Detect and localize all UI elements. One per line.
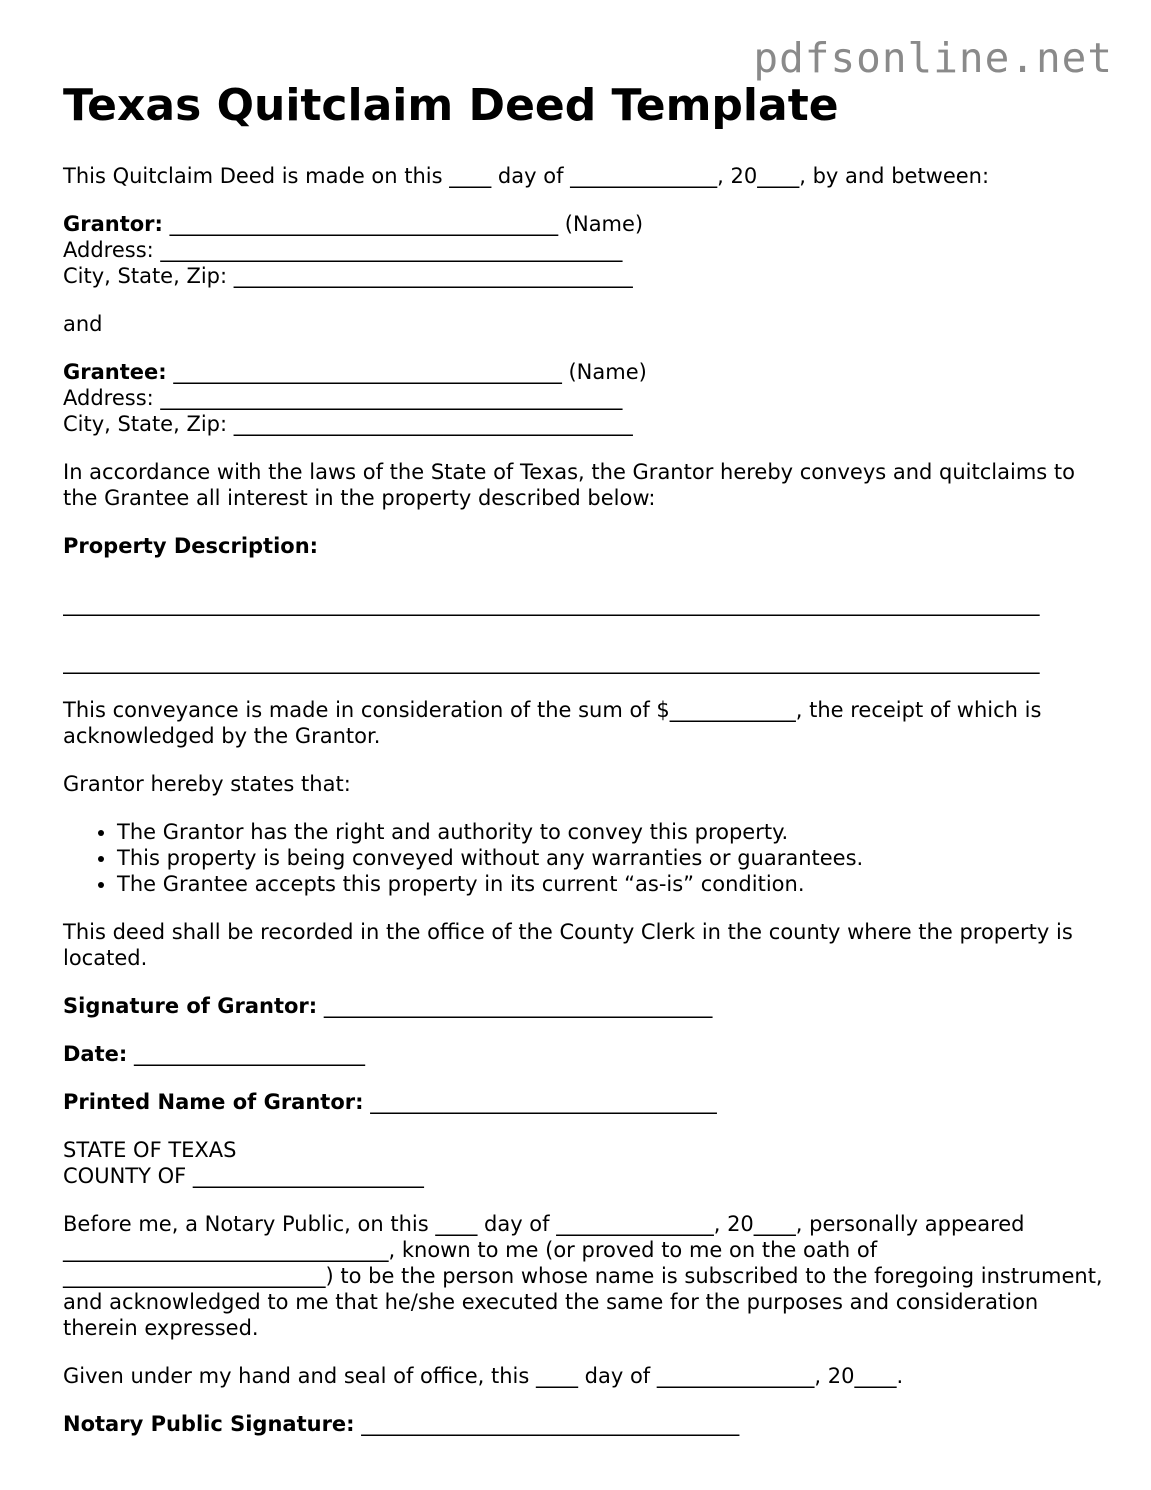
intro-paragraph: This Quitclaim Deed is made on this ____ day of ______________, 20____, by and between:: [63, 164, 990, 188]
signature-grantor-line: [63, 993, 1103, 1019]
property-line-1: _____________________________________________________________________________________________: [63, 592, 1040, 616]
date-label: Date:: [63, 1042, 128, 1066]
signature-grantor-field: _____________________________________: [317, 994, 713, 1018]
property-line-2: _____________________________________________________________________________________________: [63, 650, 1040, 674]
date-field: ______________________: [127, 1042, 365, 1066]
printed-name-label: Printed Name of Grantor:: [63, 1090, 364, 1114]
conveys-paragraph: In accordance with the laws of the State of Texas, the Grantor hereby conveys and quitclaims to the Grantee all interest in the property described below:: [63, 460, 1075, 510]
given-paragraph: Given under my hand and seal of office, this ____ day of _______________, 20____.: [63, 1364, 904, 1388]
property-description-label: [63, 533, 1103, 559]
recorded-paragraph: This deed shall be recorded in the office of the County Clerk in the county where the property is located.: [63, 920, 1073, 970]
states-intro: Grantor hereby states that:: [63, 772, 351, 796]
county-text: COUNTY OF ______________________: [63, 1164, 424, 1188]
statement-item: • The Grantee accepts this property in its current “as-is” condition.: [117, 871, 1103, 897]
grantee-section: [63, 359, 1103, 437]
grantee-address: Address: ____________________________________________: [63, 386, 623, 410]
grantor-section: [63, 211, 1103, 289]
statement-item: • This property is being conveyed without any warranties or guarantees.: [117, 845, 1103, 871]
grantor-name-field: _____________________________________ (Name): [162, 212, 644, 236]
date-line: [63, 1041, 1103, 1067]
and-text: and: [63, 312, 103, 336]
notary-signature-label: Notary Public Signature:: [63, 1412, 355, 1436]
grantee-name-line: [63, 359, 1103, 385]
grantor-city: City, State, Zip: ______________________________________: [63, 264, 633, 288]
consideration-paragraph: This conveyance is made in consideration of the sum of $____________, the receipt of which is acknowledged by the Grantor.: [63, 698, 1042, 748]
grantor-address: Address: ____________________________________________: [63, 238, 623, 262]
statement-item: • The Grantor has the right and authority to convey this property.: [117, 819, 1103, 845]
notary-signature-field: ____________________________________: [354, 1412, 740, 1436]
property-description-heading: Property Description:: [63, 534, 319, 558]
notary-paragraph: Before me, a Notary Public, on this ____ day of _______________, 20____, personally appeared _______________________________, known to me (or proved to me on the oath of _________________________) to be the person whose name is subscribed to the foregoing instrument, and acknowledged to me that he/she executed the same for the purposes and consideration therein expressed.: [63, 1212, 1103, 1340]
grantee-name-field: _____________________________________ (Name): [166, 360, 647, 384]
signature-grantor-label: Signature of Grantor:: [63, 994, 318, 1018]
watermark: pdfsonline.net: [753, 34, 1113, 82]
printed-name-line: [63, 1089, 1103, 1115]
statements-list: [63, 819, 1103, 897]
document-page: [63, 78, 1103, 1437]
notary-signature-line: [63, 1411, 1103, 1437]
printed-name-field: _________________________________: [363, 1090, 717, 1114]
document-title: Texas Quitclaim Deed Template: [63, 80, 839, 131]
state-text: STATE OF TEXAS: [63, 1138, 237, 1162]
grantor-label: Grantor:: [63, 212, 163, 236]
grantee-city: City, State, Zip: ______________________________________: [63, 412, 633, 436]
grantee-label: Grantee:: [63, 360, 167, 384]
grantor-name-line: [63, 211, 1103, 237]
